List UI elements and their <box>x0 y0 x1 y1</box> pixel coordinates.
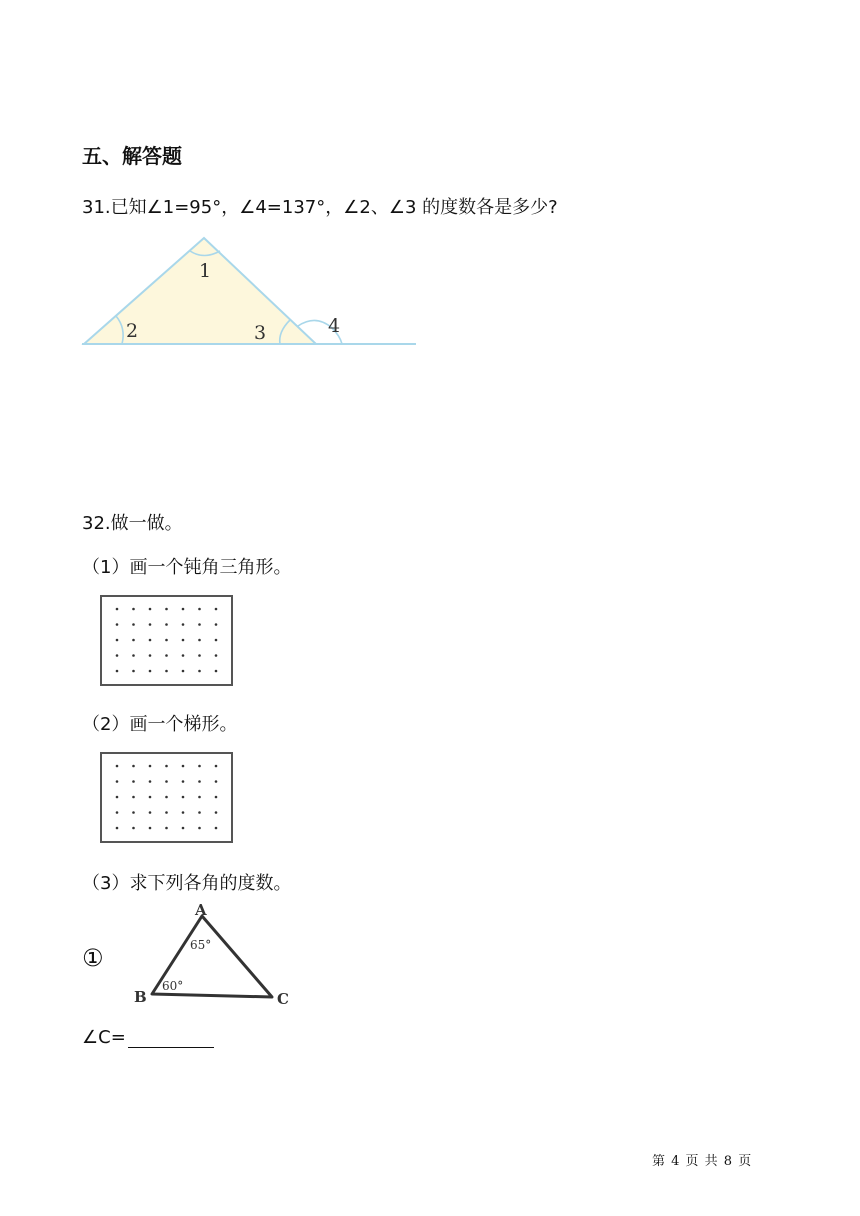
grid-dot <box>116 827 119 830</box>
grid-dot <box>198 811 201 814</box>
angle-a-label: 65° <box>190 938 212 952</box>
grid-dot <box>165 623 168 626</box>
grid-dot <box>198 827 201 830</box>
grid-dot <box>132 608 135 611</box>
grid-dot <box>198 608 201 611</box>
subquestion-2-text: （2）画一个梯形。 <box>82 714 238 735</box>
angle-2-label: 2 <box>126 320 139 342</box>
angle-3-label: 3 <box>254 322 267 344</box>
grid-dot <box>149 796 152 799</box>
grid-dot <box>149 623 152 626</box>
grid-dot <box>116 623 119 626</box>
grid-dot <box>149 765 152 768</box>
grid-dot <box>165 608 168 611</box>
grid-dot <box>182 623 185 626</box>
grid-dot <box>182 639 185 642</box>
grid-dot <box>182 811 185 814</box>
grid-dot <box>182 608 185 611</box>
angle-1-label: 1 <box>199 260 212 282</box>
question-31-text: 31.已知∠1=95°，∠4=137°，∠2、∠3 的度数各是多少? <box>82 197 558 218</box>
grid-dot <box>215 623 218 626</box>
grid-dot <box>165 765 168 768</box>
dot-grid-1[interactable] <box>100 595 234 687</box>
grid-dot <box>116 639 119 642</box>
grid-dot <box>215 780 218 783</box>
grid-dot <box>198 765 201 768</box>
grid-dot <box>132 780 135 783</box>
grid-dot <box>165 654 168 657</box>
dot-grid-2[interactable] <box>100 752 234 844</box>
grid-dot <box>182 654 185 657</box>
grid-dot <box>182 780 185 783</box>
grid-dot <box>165 827 168 830</box>
triangle-abc-figure <box>130 902 295 1010</box>
triangle-shape <box>84 238 316 344</box>
item-marker: ① <box>82 944 104 972</box>
grid-dot <box>149 827 152 830</box>
grid-dot <box>215 765 218 768</box>
grid-dot <box>116 670 119 673</box>
grid-dot <box>149 670 152 673</box>
grid-dot <box>182 670 185 673</box>
grid-dot <box>149 780 152 783</box>
answer-line <box>82 1027 214 1048</box>
grid-dot <box>198 639 201 642</box>
vertex-b-label: B <box>134 988 147 1006</box>
angle-b-label: 60° <box>162 979 184 993</box>
page-footer: 第 4 页 共 8 页 <box>652 1154 753 1169</box>
grid-dot <box>215 608 218 611</box>
grid-dot <box>215 670 218 673</box>
grid-dot <box>198 654 201 657</box>
grid-dot <box>165 796 168 799</box>
grid-dot <box>182 827 185 830</box>
question-32-text: 32.做一做。 <box>82 513 183 534</box>
subquestion-3-text: （3）求下列各角的度数。 <box>82 873 292 894</box>
vertex-c-label: C <box>277 990 289 1008</box>
grid-dot <box>182 765 185 768</box>
answer-label: ∠C= <box>82 1027 126 1048</box>
grid-dot <box>215 654 218 657</box>
grid-dot <box>215 811 218 814</box>
grid-dot <box>198 796 201 799</box>
grid-dot <box>215 796 218 799</box>
grid-dot <box>165 780 168 783</box>
grid-dot <box>132 765 135 768</box>
grid-dot <box>182 796 185 799</box>
grid-dot <box>198 623 201 626</box>
grid-dot <box>116 654 119 657</box>
answer-blank[interactable] <box>128 1029 214 1048</box>
grid-dot <box>132 796 135 799</box>
grid-dot <box>132 670 135 673</box>
grid-dot <box>116 780 119 783</box>
grid-dot <box>116 796 119 799</box>
grid-dot <box>198 780 201 783</box>
grid-dot <box>132 654 135 657</box>
grid-dot <box>165 670 168 673</box>
grid-dot <box>132 639 135 642</box>
grid-dot <box>149 608 152 611</box>
grid-dot <box>116 765 119 768</box>
grid-dot <box>149 654 152 657</box>
grid-dot <box>116 608 119 611</box>
grid-dot <box>165 639 168 642</box>
grid-dot <box>116 811 119 814</box>
vertex-a-label: A <box>195 902 207 919</box>
angle-4-label: 4 <box>328 315 341 337</box>
grid-dot <box>132 811 135 814</box>
triangle-angles-figure <box>80 232 420 352</box>
grid-dot <box>215 639 218 642</box>
grid-dot <box>215 827 218 830</box>
grid-dot <box>149 811 152 814</box>
grid-dot <box>132 827 135 830</box>
grid-dot <box>165 811 168 814</box>
grid-dot <box>132 623 135 626</box>
section-title: 五、解答题 <box>82 144 182 168</box>
grid-dot <box>149 639 152 642</box>
subquestion-1-text: （1）画一个钝角三角形。 <box>82 557 292 578</box>
grid-dot <box>198 670 201 673</box>
